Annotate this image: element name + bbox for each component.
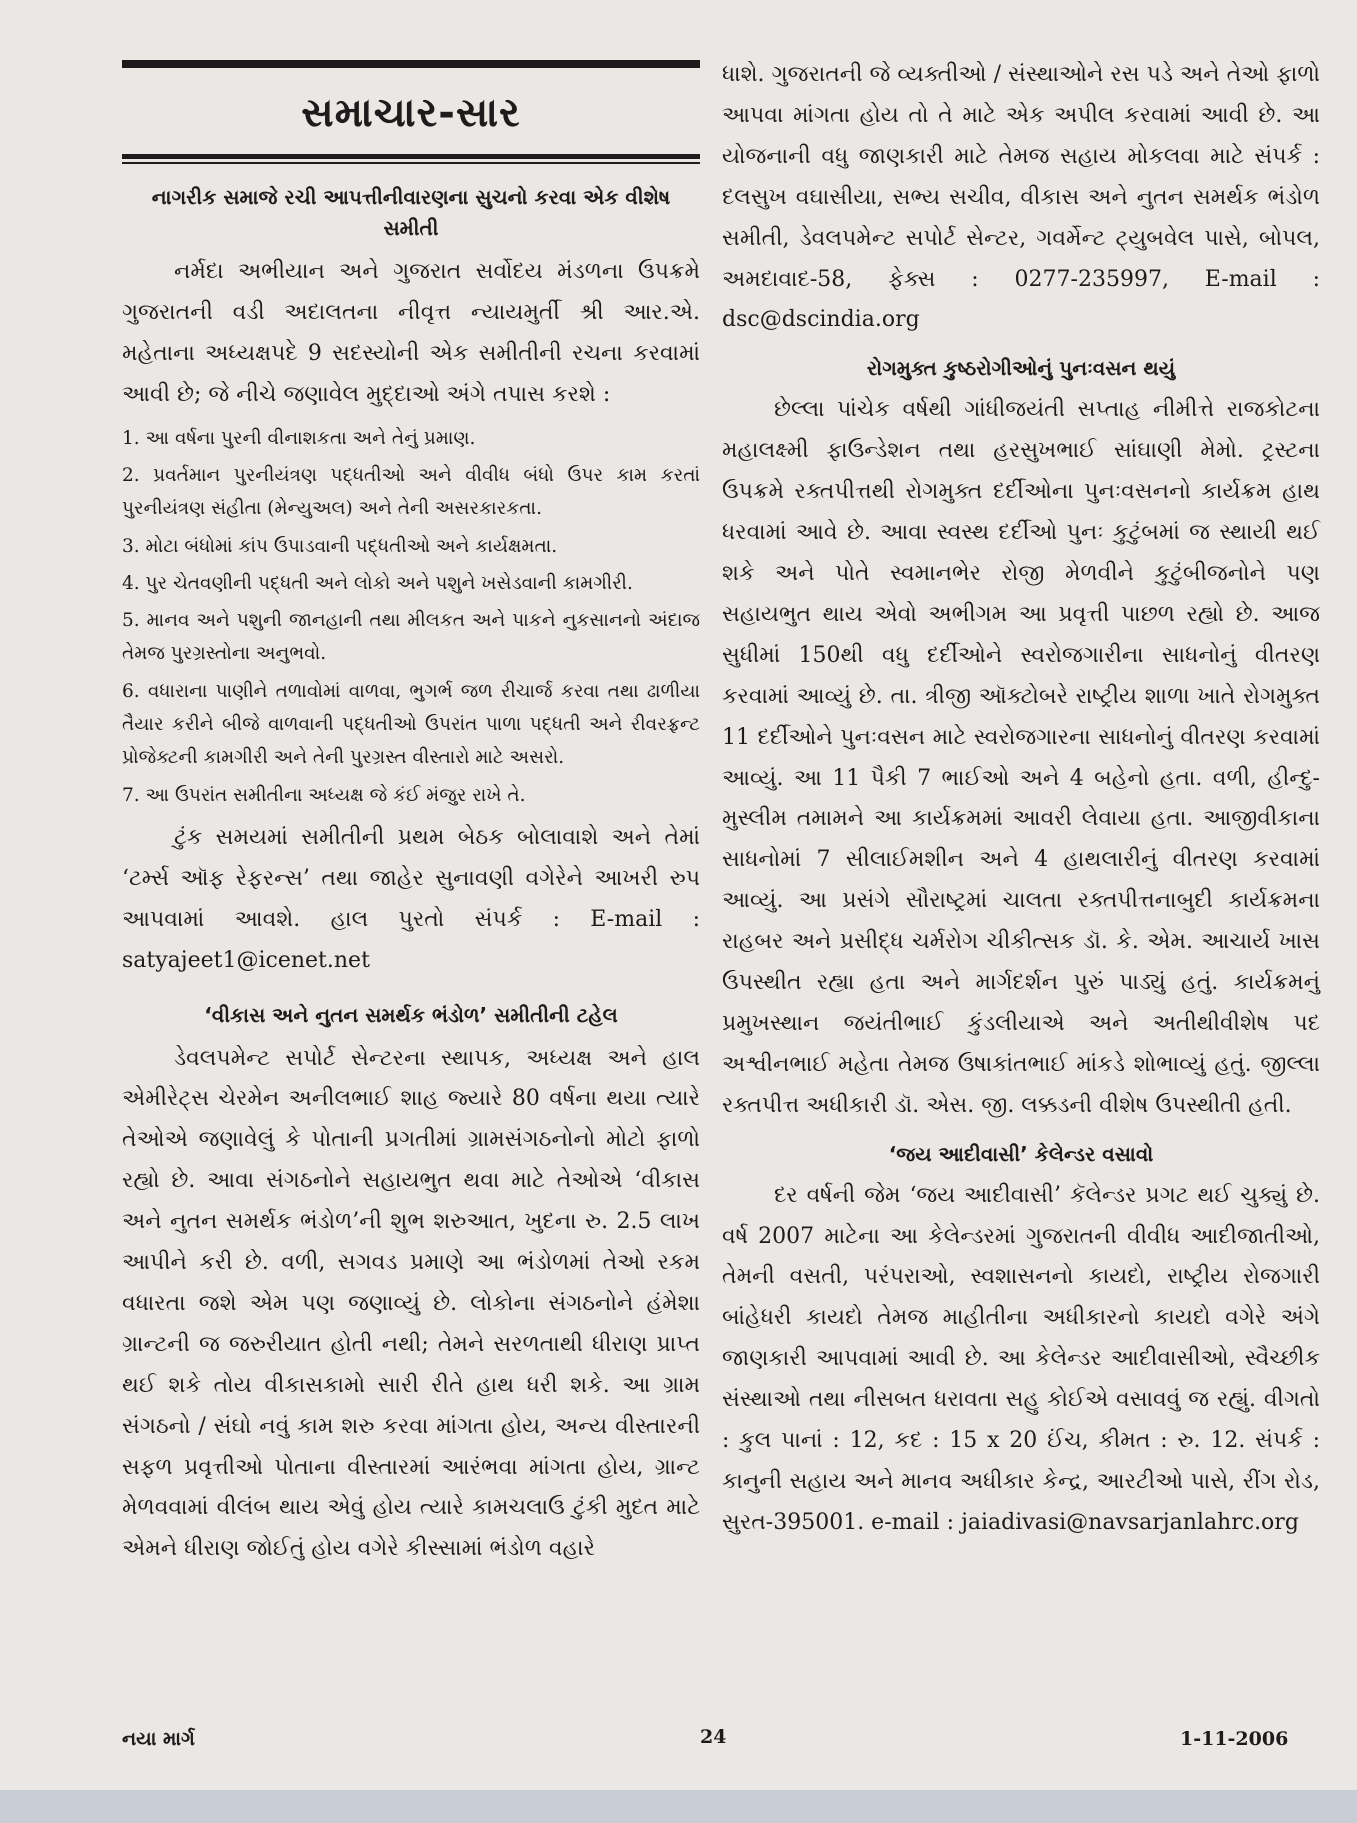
magazine-name: નયા માર્ગ [122,1728,195,1750]
masthead-bottom-rule [122,154,700,164]
list-item: 2. પ્રવર્તમાન પુરનીયંત્રણ પદ્ધતીઓ અને વીવીધ બંધો ઉપર કામ કરતાં પુરનીયંત્રણ સંહીતા (મેન્યુઅલ) અને તેની અસરકારકતા. [122,464,700,520]
article2-body-right: ધાશે. ગુજરાતની જે વ્યક્તીઓ / સંસ્થાઓને રસ પડે અને તેઓ ફાળો આપવા માંગતા હોય તો તે માટે એક અપીલ કરવામાં આવી છે. આ યોજનાની વધુ જાણકારી માટે તેમજ સહાય મોકલવા માટે સંપર્ક : દલસુખ વઘાસીયા, સભ્ય સચીવ, વીકાસ અને નુતન સમર્થક ભંડોળ સમીતી, ડેવલપમેન્ટ સપોર્ટ સેન્ટર, ગવર્મેન્ટ ટ્યુબવેલ પાસે, બોપલ, અમદાવાદ-58, ફેક્સ : 0277-235997, E-mail : dsc@dscindia.org [722,62,1320,333]
article1-points-list [122,422,700,812]
article1-intro: નર્મદા અભીયાન અને ગુજરાત સર્વોદય મંડળના ઉપક્રમે ગુજરાતની વડી અદાલતના નીવૃત્ત ન્યાયમુર્તી શ્રી આર.એ. મહેતાના અધ્યક્ષપદે 9 સદસ્યોની એક સમીતીની રચના કરવામાં આવી છે; જે નીચે જણાવેલ મુદ્દાઓ અંગે તપાસ કરશે : [122,259,700,407]
section-masthead [122,60,700,164]
left-column [122,40,700,1570]
article1-heading: નાગરીક સમાજે રચી આપત્તીનીવારણના સુચનો કરવા એક વીશેષ સમીતી [151,185,671,240]
page-number: 24 [700,1726,727,1748]
list-item: 7. આ ઉપરાંત સમીતીના અધ્યક્ષ જે કંઈ મંજુર રાખે તે. [122,784,526,806]
list-item: 1. આ વર્ષના પુરની વીનાશકતા અને તેનું પ્રમાણ. [122,427,476,449]
right-column [722,55,1320,1544]
issue-date: 1-11-2006 [1180,1728,1289,1750]
list-item: 6. વધારાના પાણીને તળાવોમાં વાળવા, ભુગર્ભ જળ રીચાર્જ કરવા તથા ઢાળીયા તૈયાર કરીને બીજે વાળવાની પદ્ધતીઓ ઉપરાંત પાળા પદ્ધતી અને રીવરફ્રન્ટ પ્રોજેક્ટની કામગીરી અને તેની પુરગ્રસ્ત વીસ્તારો માટે અસરો. [122,680,700,769]
list-item: 5. માનવ અને પશુની જાનહાની તથા મીલકત અને પાકને નુકસાનનો અંદાજ તેમજ પુરગ્રસ્તોના અનુભવો. [122,610,700,665]
scan-edge [0,1790,1357,1823]
page-footer [0,1720,1357,1760]
article3-body: છેલ્લા પાંચેક વર્ષથી ગાંધીજયંતી સપ્તાહ નીમીત્તે રાજકોટના મહાલક્ષ્મી ફાઉન્ડેશન તથા હરસુખભાઈ સાંઘાણી મેમો. ટ્રસ્ટના ઉપક્રમે રક્તપીત્તથી રોગમુક્ત દર્દીઓના પુનઃવસનનો કાર્યક્રમ હાથ ધરવામાં આવે છે. આવા સ્વસ્થ દર્દીઓ પુનઃ કુટુંબમાં જ સ્થાયી થઈ શકે અને પોતે સ્વમાનભેર રોજી મેળવીને કુટુંબીજનોને પણ સહાયભુત થાય એવો અભીગમ આ પ્રવૃત્તી પાછળ રહ્યો છે. આજ સુધીમાં 150થી વધુ દર્દીઓને સ્વરોજગારીના સાધનોનું વીતરણ કરવામાં આવ્યું છે. તા. ત્રીજી ઑક્ટોબરે રાષ્ટ્રીય શાળા ખાતે રોગમુક્ત 11 દર્દીઓને પુનઃવસન માટે સ્વરોજગારના સાધનોનું વીતરણ કરવામાં આવ્યું. આ 11 પૈકી 7 ભાઈઓ અને 4 બહેનો હતા. વળી, હીન્દુ-મુસ્લીમ તમામને આ કાર્યક્રમમાં આવરી લેવાયા હતા. આજીવીકાના સાધનોમાં 7 સીલાઈમશીન અને 4 હાથલારીનું વીતરણ કરવામાં આવ્યું. આ પ્રસંગે સૌરાષ્ટ્રમાં ચાલતા રક્તપીત્તનાબુદી કાર્યક્રમના રાહબર અને પ્રસીદ્ધ ચર્મરોગ ચીકીત્સક ડૉ. કે. એમ. આચાર્ય ખાસ ઉપસ્થીત રહ્યા હતા અને માર્ગદર્શન પુરું પાડ્યું હતું. કાર્યક્રમનું પ્રમુખસ્થાન જયંતીભાઈ કુંડલીયાએ અને અતીથીવીશેષ પદ અશ્વીનભાઈ મહેતા તેમજ ઉષાકાંતભાઈ માંકડે શોભાવ્યું હતું. જીલ્લા રક્તપીત્ત અધીકારી ડૉ. એસ. જી. લક્કડની વીશેષ ઉપસ્થીતી હતી. [722,397,1320,1118]
article3-heading: રોગમુક્ત કુષ્ઠરોગીઓનું પુનઃવસન થયું [866,356,1176,381]
masthead-top-rule [122,60,700,68]
article4-heading: ‘જય આદીવાસી’ કેલેન્ડર વસાવો [888,1141,1154,1166]
article4-body: દર વર્ષની જેમ ‘જય આદીવાસી’ કૅલેન્ડર પ્રગટ થઈ ચુક્યું છે. વર્ષ 2007 માટેના આ કેલેન્ડરમાં ગુજરાતની વીવીધ આદીજાતીઓ, તેમની વસતી, પરંપરાઓ, સ્વશાસનનો કાયદો, રાષ્ટ્રીય રોજગારી બાંહેધરી કાયદો તેમજ માહીતીના અધીકારનો કાયદો વગેરે અંગે જાણકારી આપવામાં આવી છે. આ કેલેન્ડર આદીવાસીઓ, સ્વૈચ્છીક સંસ્થાઓ તથા નીસબત ધરાવતા સહુ કોઈએ વસાવવું જ રહ્યું. વીગતો : કુલ પાનાં : 12, કદ : 15 x 20 ઈંચ, કીમત : રુ. 12. સંપર્ક : કાનુની સહાય અને માનવ અધીકાર કેન્દ્ર, આરટીઓ પાસે, રીંગ રોડ, સુરત-395001. e-mail : jaiadivasi@navsarjanlahrc.org [722,1182,1320,1535]
article1-closing: ટુંક સમયમાં સમીતીની પ્રથમ બેઠક બોલાવાશે અને તેમાં ‘ટર્મ્સ ઑફ રેફરન્સ’ તથા જાહેર સુનાવણી વગેરેને આખરી રુપ આપવામાં આવશે. હાલ પુરતો સંપર્ક : E-mail : satyajeet1@icenet.net [122,824,700,973]
section-title: સમાચાર-સાર [301,90,521,136]
list-item: 3. મોટા બંધોમાં કાંપ ઉપાડવાની પદ્ધતીઓ અને કાર્યક્ષમતા. [122,535,558,557]
article2-heading: ‘વીકાસ અને નુતન સમર્થક ભંડોળ’ સમીતીની ટહેલ [204,1002,618,1027]
list-item: 4. પુર ચેતવણીની પદ્ધતી અને લોકો અને પશુને ખસેડવાની કામગીરી. [122,572,633,594]
article2-body-left: ડેવલપમેન્ટ સપોર્ટ સેન્ટરના સ્થાપક, અધ્યક્ષ અને હાલ એમીરેટ્સ ચેરમેન અનીલભાઈ શાહ જ્યારે 80 વર્ષના થયા ત્યારે તેઓએ જણાવેલું કે પોતાની પ્રગતીમાં ગ્રામસંગઠનોનો મોટો ફાળો રહ્યો છે. આવા સંગઠનોને સહાયભુત થવા માટે તેઓએ ‘વીકાસ અને નુતન સમર્થક ભંડોળ’ની શુભ શરુઆત, ખુદના રુ. 2.5 લાખ આપીને કરી છે. વળી, સગવડ પ્રમાણે આ ભંડોળમાં તેઓ રકમ વધારતા જશે એમ પણ જણાવ્યું છે. લોકોના સંગઠનોને હંમેશા ગ્રાન્ટની જ જરુરીયાત હોતી નથી; તેમને સરળતાથી ધીરાણ પ્રાપ્ત થઈ શકે તોય વીકાસકામો સારી રીતે હાથ ધરી શકે. આ ગ્રામ સંગઠનો / સંઘો નવું કામ શરુ કરવા માંગતા હોય, અન્ય વીસ્તારની સફળ પ્રવૃત્તીઓ પોતાના વીસ્તારમાં આરંભવા માંગતા હોય, ગ્રાન્ટ મેળવવામાં વીલંબ થાય એવું હોય ત્યારે કામચલાઉ ટુંકી મુદત માટે એમને ધીરાણ જોઈતું હોય વગેરે કીસ્સામાં ભંડોળ વહારે [122,1045,700,1562]
